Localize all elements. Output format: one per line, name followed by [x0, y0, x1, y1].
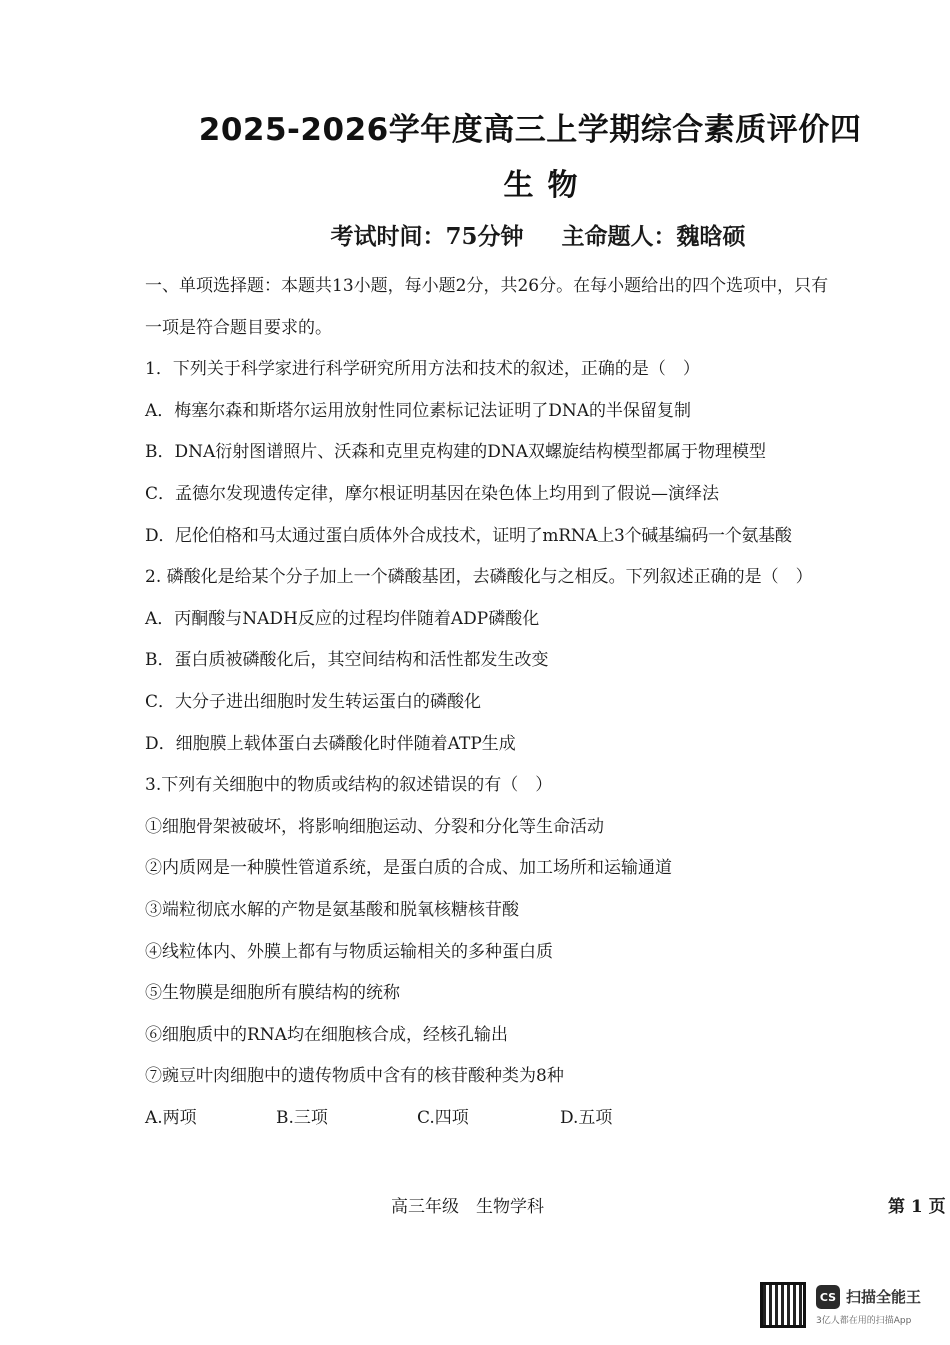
question-option: D．细胞膜上载体蛋白去磷酸化时伴随着ATP生成: [145, 733, 516, 754]
question-statement: ⑤生物膜是细胞所有膜结构的统称: [145, 983, 400, 1004]
question-stem: 1．下列关于科学家进行科学研究所用方法和技术的叙述，正确的是（ ）: [145, 359, 700, 380]
question-option: A．梅塞尔森和斯塔尔运用放射性同位素标记法证明了DNA的半保留复制: [145, 400, 692, 421]
question-statement: ⑦豌豆叶肉细胞中的遗传物质中含有的核苷酸种类为8种: [145, 1066, 564, 1087]
question-option: A．丙酮酸与NADH反应的过程均伴随着ADP磷酸化: [145, 608, 540, 629]
question-statement: ②内质网是一种膜性管道系统，是蛋白质的合成、加工场所和运输通道: [145, 858, 672, 879]
exam-title: 2025-2026学年度高三上学期综合素质评价四: [198, 112, 862, 148]
question-option: C．孟德尔发现遗传定律，摩尔根证明基因在染色体上均用到了假说—演绎法: [145, 483, 720, 504]
section-intro: 一、单项选择题：本题共13小题，每小题2分，共26分。在每小题给出的四个选项中，只有: [145, 276, 829, 296]
scanner-tagline: 3亿人都在用的扫描App: [816, 1316, 912, 1326]
scanner-app-name: 扫描全能王: [846, 1288, 922, 1306]
question-option: D．尼伦伯格和马太通过蛋白质体外合成技术，证明了mRNA上3个碱基编码一个氨基酸: [145, 525, 792, 546]
scanner-watermark: [760, 1282, 930, 1330]
question-statement: ⑥细胞质中的RNA均在细胞核合成，经核孔输出: [145, 1024, 508, 1045]
question-stem: 2. 磷酸化是给某个分子加上一个磷酸基团，去磷酸化与之相反。下列叙述正确的是（ ）: [145, 567, 813, 588]
camscanner-logo: CS: [816, 1285, 840, 1309]
question-option: C．大分子进出细胞时发生转运蛋白的磷酸化: [145, 691, 482, 712]
question-option: B．蛋白质被磷酸化后，其空间结构和活性都发生改变: [145, 650, 549, 671]
answer-choices: [145, 1098, 925, 1140]
question-body: [145, 266, 925, 1139]
subject-heading: 生物: [503, 168, 592, 203]
choice-a: A.两项: [145, 1107, 197, 1128]
choice-b: B.三项: [276, 1107, 328, 1128]
exam-author: 主命题人：魏晗硕: [561, 223, 746, 250]
footer-label: 高三年级 生物学科: [391, 1197, 544, 1217]
question-statement: ④线粒体内、外膜上都有与物质运输相关的多种蛋白质: [145, 941, 553, 962]
exam-meta: [0, 218, 950, 251]
choice-c: C.四项: [417, 1107, 469, 1128]
question-option: B．DNA衍射图谱照片、沃森和克里克构建的DNA双螺旋结构模型都属于物理模型: [145, 442, 767, 463]
qr-code-icon: [760, 1282, 806, 1328]
exam-time: 考试时间：75分钟: [330, 223, 524, 250]
section-intro-cont: 一项是符合题目要求的。: [145, 317, 332, 338]
question-statement: ①细胞骨架被破坏，将影响细胞运动、分裂和分化等生命活动: [145, 816, 604, 837]
question-stem: 3.下列有关细胞中的物质或结构的叙述错误的有（ ）: [145, 775, 553, 796]
page-number: 第 1 页: [888, 1197, 946, 1217]
choice-d: D.五项: [560, 1107, 613, 1128]
question-statement: ③端粒彻底水解的产物是氨基酸和脱氧核糖核苷酸: [145, 899, 519, 920]
